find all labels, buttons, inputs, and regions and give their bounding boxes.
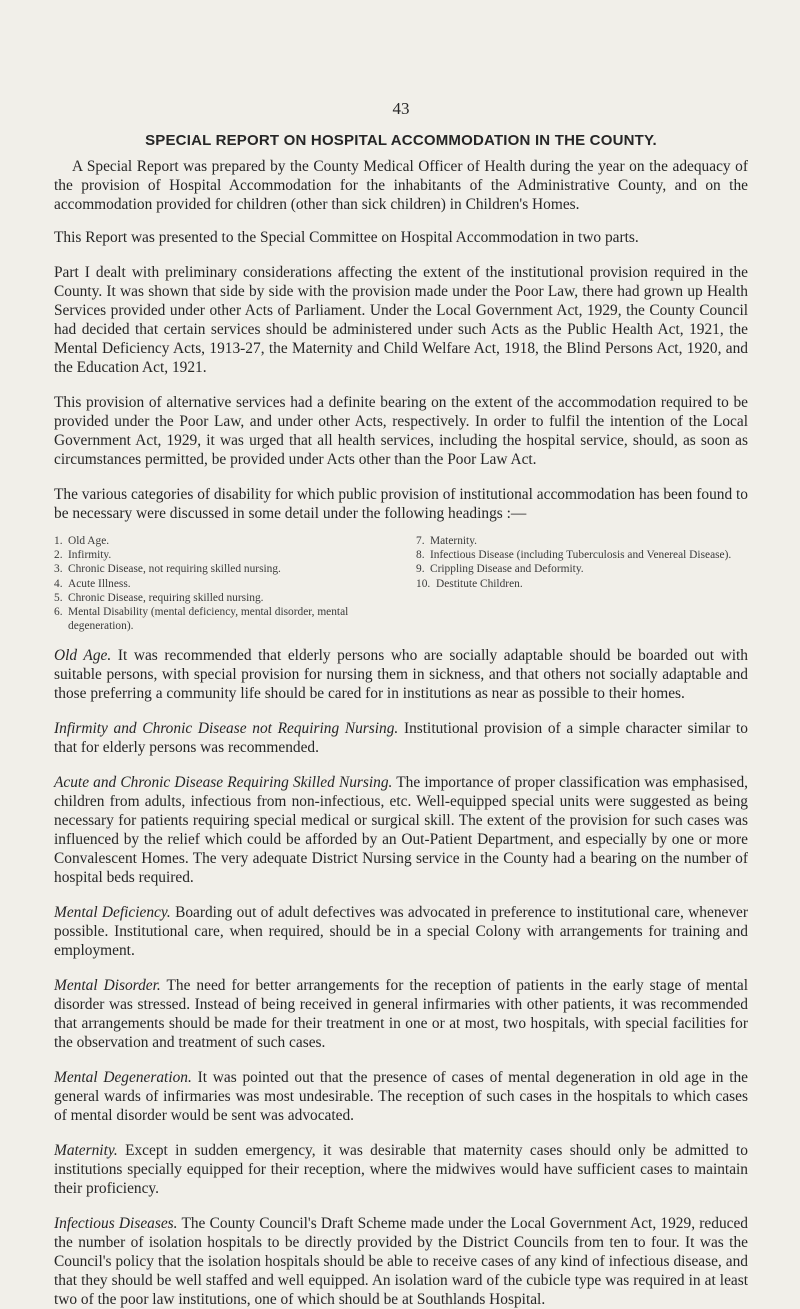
list-item: 3. Chronic Disease, not requiring skilled nursing. — [54, 563, 281, 576]
section-heading: Old Age. — [54, 647, 112, 665]
categories-column-right — [416, 534, 748, 633]
section-heading: Mental Deficiency. — [54, 904, 171, 922]
categories-list — [54, 534, 748, 633]
section-maternity: Maternity. Except in sudden emergency, it was desirable that maternity cases should only be admitted to institutions specially equipped for their reception, where the midwives would have sufficient cases to maintain their proficiency. — [54, 1142, 748, 1198]
section-heading: Acute and Chronic Disease Requiring Skilled Nursing. — [54, 774, 393, 792]
section-heading: Maternity. — [54, 1142, 118, 1160]
section-heading: Infirmity and Chronic Disease not Requiring Nursing. — [54, 720, 399, 738]
section-acute-chronic: Acute and Chronic Disease Requiring Skilled Nursing. The importance of proper classification was emphasised, children from adults, infectious from non-infectious, etc. Well-equipped special units were suggested as being necessary for patients requiring special medical or surgical skill. The extent of the provision for such cases was influenced by the relief which could be afforded by an Out-Patient Department, and especially by one or more Convalescent Homes. The very adequate District Nursing service in the County had a bearing on the number of hospital beds required. — [54, 774, 749, 887]
section-heading: Infectious Diseases. — [54, 1215, 178, 1233]
list-item: 8. Infectious Disease (including Tuberculosis and Venereal Disease). — [416, 549, 732, 562]
intro-paragraph: Part I dealt with preliminary considerations affecting the extent of the institutional provision required in the County. It was shown that side by side with the provision made under the Poor Law, there had grown up Health Services provided under other Acts of Parliament. Under the Local Government Act, 1929, the County Council had decided that certain services should be administered under such Acts as the Public Health Act, 1921, the Mental Deficiency Acts, 1913-27, the Maternity and Child Welfare Act, 1918, the Blind Persons Act, 1920, and the Education Act, 1921. — [54, 264, 748, 376]
report-title: SPECIAL REPORT ON HOSPITAL ACCOMMODATION IN THE COUNTY. — [145, 132, 657, 149]
section-mental-disorder: Mental Disorder. The need for better arrangements for the reception of patients in the early stage of mental disorder was stressed. Instead of being received in general infirmaries with other patients, it was recommended that arrangements should be made for their treatment in one or at most, two hospitals, with special facilities for the observation and treatment of such cases. — [54, 977, 749, 1052]
list-item: 2. Infirmity. — [54, 549, 112, 562]
section-heading: Mental Degeneration. — [54, 1069, 192, 1087]
list-item: 10. Destitute Children. — [416, 577, 523, 590]
section-heading: Mental Disorder. — [54, 977, 161, 995]
section-mental-degeneration: Mental Degeneration. It was pointed out that the presence of cases of mental degeneration in old age in the general wards of infirmaries was most undesirable. The reception of such cases in the hospitals to which cases of mental disorder would be sent was advocated. — [54, 1069, 749, 1125]
page-number: 43 — [392, 99, 410, 118]
list-item: 6. Mental Disability (mental deficiency, mental disorder, mental degeneration). — [54, 606, 349, 633]
section-infirmity: Infirmity and Chronic Disease not Requiring Nursing. Institutional provision of a simple character similar to that for elderly persons was recommended. — [54, 720, 748, 757]
list-item: 9. Crippling Disease and Deformity. — [416, 563, 584, 576]
list-item: 1. Old Age. — [54, 535, 110, 547]
list-item: 5. Chronic Disease, requiring skilled nursing. — [54, 591, 264, 604]
intro-paragraph: This provision of alternative services had a definite bearing on the extent of the accommodation required to be provided under the Poor Law, and under other Acts, respectively. In order to fulfil the intention of the Local Government Act, 1929, it was urged that all health services, including the hospital service, should, as soon as circumstances permitted, be provided under Acts other than the Poor Law Act. — [54, 394, 748, 468]
categories-column-left — [54, 534, 354, 633]
section-infectious-diseases: Infectious Diseases. The County Council's Draft Scheme made under the Local Government Act, 1929, reduced the number of isolation hospitals to be directly provided by the District Councils from ten to four. It was the Council's policy that the isolation hospitals should be able to receive cases of any kind of infectious disease, and that they should be well staffed and well equipped. An isolation ward of the cubicle type was required in at least two of the poor law institutions, one of which should be at Southlands Hospital. — [54, 1215, 748, 1309]
intro-paragraph: This Report was presented to the Special Committee on Hospital Accommodation in two parts. — [54, 229, 639, 246]
intro-paragraph: A Special Report was prepared by the County Medical Officer of Health during the year on the adequacy of the provision of Hospital Accommodation for the inhabitants of the Administrative County, and on the accommodation provided for children (other than sick children) in Children's Homes. — [54, 158, 748, 213]
list-item: 7. Maternity. — [416, 535, 478, 547]
section-mental-deficiency: Mental Deficiency. Boarding out of adult defectives was advocated in preference to institutional care, whenever possible. Institutional care, when required, should be in a special Colony with arrangements for training and employment. — [54, 904, 749, 960]
intro-paragraph: The various categories of disability for which public provision of institutional accommodation has been found to be necessary were discussed in some detail under the following headings :— — [54, 486, 748, 522]
section-old-age: Old Age. It was recommended that elderly persons who are socially adaptable should be boarded out with suitable persons, with special provision for nursing them in sickness, and that others not socially adaptable and those preferring a community life should be cared for in institutions as near as possible to their homes. — [54, 647, 748, 703]
list-item: 4. Acute Illness. — [54, 577, 131, 590]
